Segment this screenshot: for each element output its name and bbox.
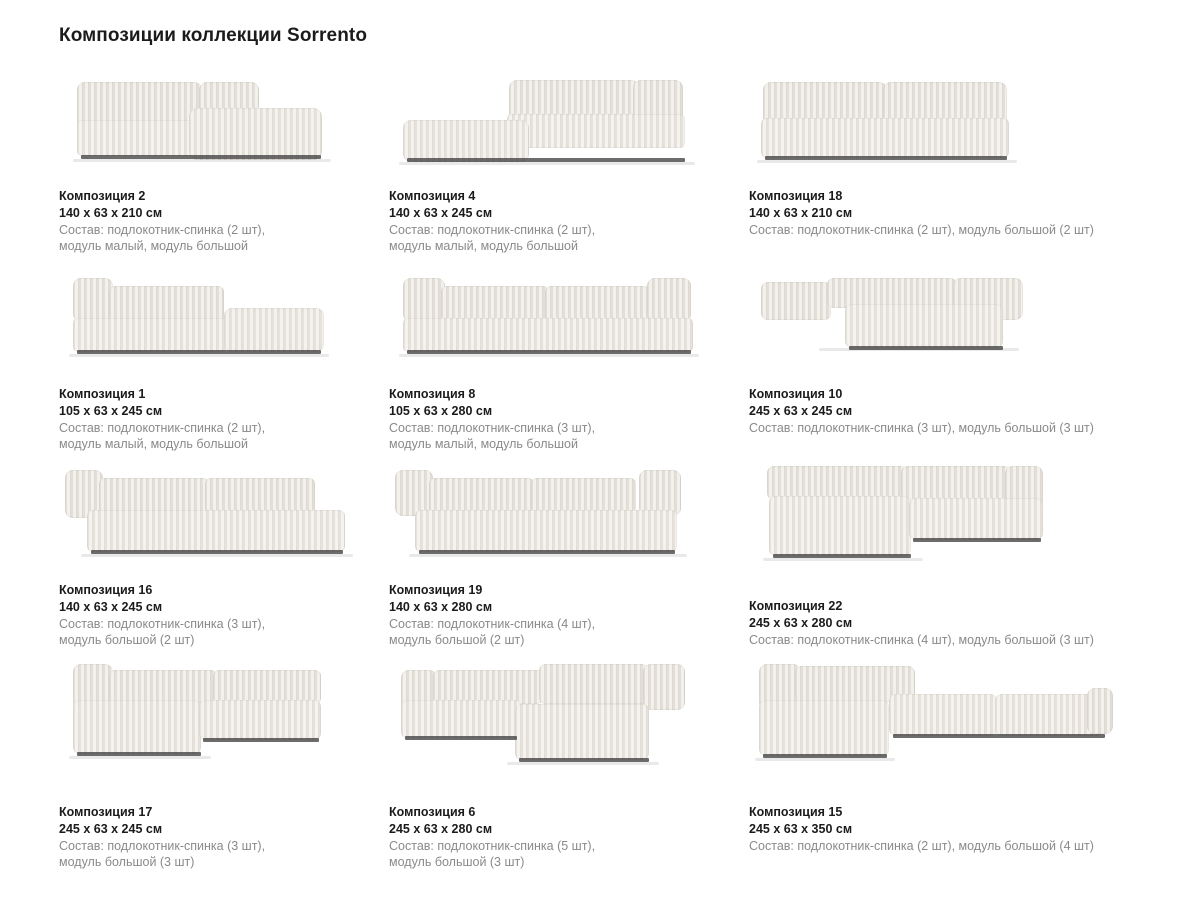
composition-dimensions: 140 x 63 x 210 см xyxy=(749,206,853,220)
composition-details: Состав: подлокотник-спинка (2 шт), модуль малый, модуль большой xyxy=(59,223,266,253)
sofa-image-composition-4 xyxy=(389,62,749,182)
sofa-image-composition-8 xyxy=(389,260,749,380)
sofa-image-composition-15 xyxy=(749,656,1144,776)
sofa-image-composition-1 xyxy=(59,260,389,380)
composition-card[interactable] xyxy=(749,260,1144,458)
composition-name: Композиция 1 xyxy=(59,387,146,401)
composition-name: Композиция 16 xyxy=(59,583,153,597)
sofa-image-composition-2 xyxy=(59,62,389,182)
composition-details: Состав: подлокотник-спинка (4 шт), модуль большой (2 шт) xyxy=(389,617,596,647)
composition-name: Композиция 10 xyxy=(749,387,843,401)
composition-card[interactable] xyxy=(389,62,749,260)
composition-details: Состав: подлокотник-спинка (2 шт), модуль большой (2 шт) xyxy=(749,223,1094,237)
composition-details: Состав: подлокотник-спинка (3 шт), модуль большой (3 шт) xyxy=(749,421,1094,435)
composition-grid xyxy=(59,62,1144,869)
composition-name: Композиция 8 xyxy=(389,387,476,401)
composition-dimensions: 105 x 63 x 280 см xyxy=(389,404,493,418)
composition-name: Композиция 2 xyxy=(59,189,146,203)
composition-details: Состав: подлокотник-спинка (3 шт), модуль большой (3 шт) xyxy=(59,839,266,869)
composition-card[interactable] xyxy=(59,260,389,458)
sofa-image-composition-17 xyxy=(59,656,389,776)
composition-details: Состав: подлокотник-спинка (3 шт), модуль большой (2 шт) xyxy=(59,617,266,647)
composition-card[interactable] xyxy=(389,260,749,458)
composition-name: Композиция 18 xyxy=(749,189,843,203)
sofa-image-composition-10 xyxy=(749,260,1144,380)
composition-dimensions: 140 x 63 x 245 см xyxy=(389,206,493,220)
sofa-image-composition-16 xyxy=(59,458,389,578)
composition-details: Состав: подлокотник-спинка (5 шт), модуль большой (3 шт) xyxy=(389,839,596,869)
composition-name: Композиция 4 xyxy=(389,189,476,203)
composition-name: Композиция 17 xyxy=(59,805,153,819)
composition-dimensions: 245 x 63 x 350 см xyxy=(749,822,853,836)
composition-name: Композиция 19 xyxy=(389,583,483,597)
composition-dimensions: 245 x 63 x 280 см xyxy=(389,822,493,836)
composition-dimensions: 140 x 63 x 245 см xyxy=(59,600,163,614)
page-title: Композиции коллекции Sorrento xyxy=(59,25,368,46)
composition-dimensions: 245 x 63 x 280 см xyxy=(749,616,853,630)
composition-details: Состав: подлокотник-спинка (3 шт), модуль малый, модуль большой xyxy=(389,421,596,451)
composition-card[interactable] xyxy=(59,458,389,656)
composition-name: Композиция 22 xyxy=(749,599,843,613)
composition-details: Состав: подлокотник-спинка (2 шт), модуль малый, модуль большой xyxy=(389,223,596,253)
composition-dimensions: 140 x 63 x 280 см xyxy=(389,600,493,614)
sofa-image-composition-19 xyxy=(389,458,749,578)
composition-card[interactable] xyxy=(59,656,389,869)
composition-details: Состав: подлокотник-спинка (2 шт), модуль малый, модуль большой xyxy=(59,421,266,451)
sofa-image-composition-18 xyxy=(749,62,1144,182)
composition-name: Композиция 15 xyxy=(749,805,843,819)
composition-dimensions: 140 x 63 x 210 см xyxy=(59,206,163,220)
composition-details: Состав: подлокотник-спинка (2 шт), модуль большой (4 шт) xyxy=(749,839,1094,853)
composition-dimensions: 245 x 63 x 245 см xyxy=(59,822,163,836)
composition-card[interactable] xyxy=(749,656,1144,856)
composition-card[interactable] xyxy=(59,62,389,260)
composition-card[interactable] xyxy=(389,656,749,869)
sofa-image-composition-6 xyxy=(389,656,749,776)
composition-card[interactable] xyxy=(749,458,1144,656)
composition-card[interactable] xyxy=(749,62,1144,260)
sofa-image-composition-22 xyxy=(749,458,1144,578)
composition-dimensions: 105 x 63 x 245 см xyxy=(59,404,163,418)
composition-dimensions: 245 x 63 x 245 см xyxy=(749,404,853,418)
composition-details: Состав: подлокотник-спинка (4 шт), модуль большой (3 шт) xyxy=(749,633,1094,647)
composition-card[interactable] xyxy=(389,458,749,656)
composition-name: Композиция 6 xyxy=(389,805,476,819)
